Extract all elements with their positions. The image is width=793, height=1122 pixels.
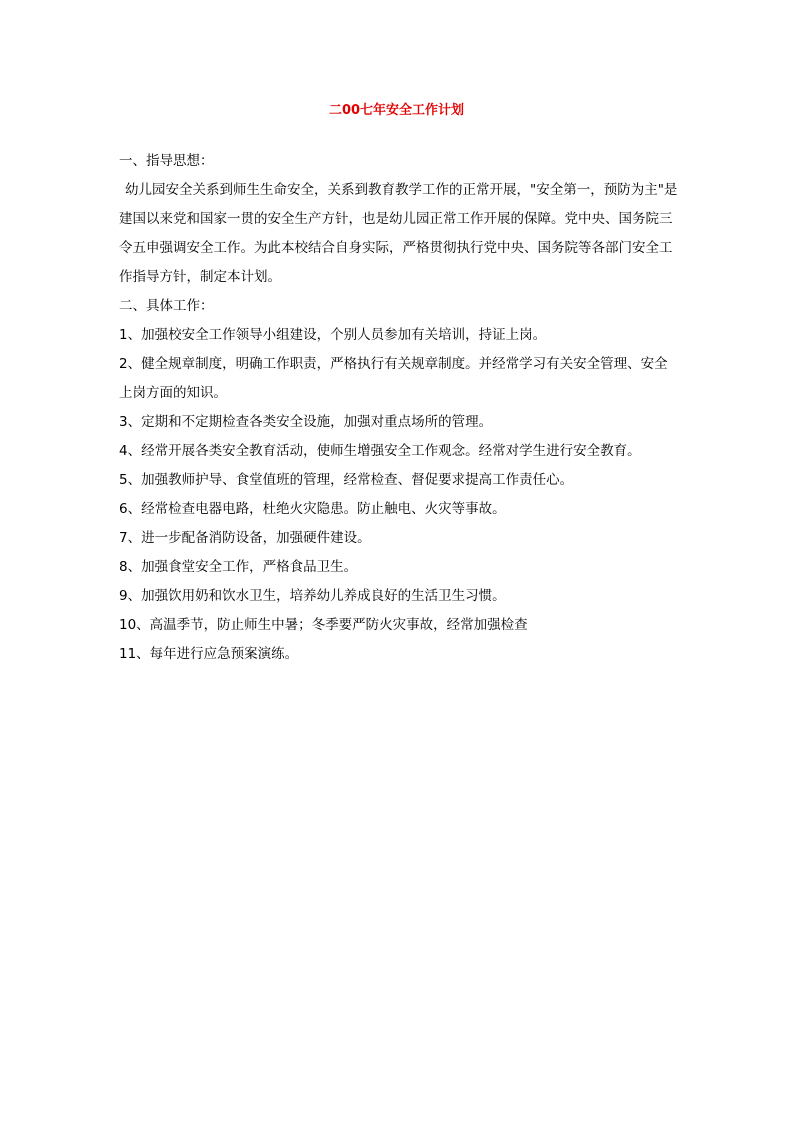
- guiding-paragraph: 幼儿园安全关系到师生生命安全，关系到教育教学工作的正常开展，"安全第一，预防为主"是建国以来党和国家一贯的安全生产方针，也是幼儿园正常工作开展的保障。党中央、国务院三令五申强调安全工作。为此本校结合自身实际，严格贯彻执行党中央、国务院等各部门安全工作指导方针，制定本计划。: [119, 182, 678, 285]
- task-item-4: 4、经常开展各类安全教育活动，使师生增强安全工作观念。经常对学生进行安全教育。: [119, 443, 641, 459]
- section-heading-tasks: 二、具体工作：: [119, 298, 214, 314]
- task-item-1: 1、加强校安全工作领导小组建设，个别人员参加有关培训，持证上岗。: [119, 327, 547, 343]
- task-item-11: 11、每年进行应急预案演练。: [119, 646, 299, 662]
- task-item-2: 2、健全规章制度，明确工作职责，严格执行有关规章制度。并经常学习有关安全管理、安全上岗方面的知识。: [119, 356, 668, 401]
- task-item-7: 7、进一步配备消防设备，加强硬件建设。: [119, 530, 371, 546]
- task-item-8: 8、加强食堂安全工作，严格食品卫生。: [119, 559, 358, 575]
- task-item-9: 9、加强饮用奶和饮水卫生，培养幼儿养成良好的生活卫生习惯。: [119, 588, 506, 604]
- document-title: 二00七年安全工作计划: [328, 103, 465, 118]
- document-body: [119, 147, 681, 669]
- task-item-10: 10、高温季节，防止师生中暑；冬季要严防火灾事故，经常加强检查: [119, 617, 528, 633]
- task-item-6: 6、经常检查电器电路，杜绝火灾隐患。防止触电、火灾等事故。: [119, 501, 506, 517]
- section-heading-guiding: 一、指导思想：: [119, 153, 214, 169]
- task-item-5: 5、加强教师护导、食堂值班的管理，经常检查、督促要求提高工作责任心。: [119, 472, 574, 488]
- task-item-3: 3、定期和不定期检查各类安全设施，加强对重点场所的管理。: [119, 414, 493, 430]
